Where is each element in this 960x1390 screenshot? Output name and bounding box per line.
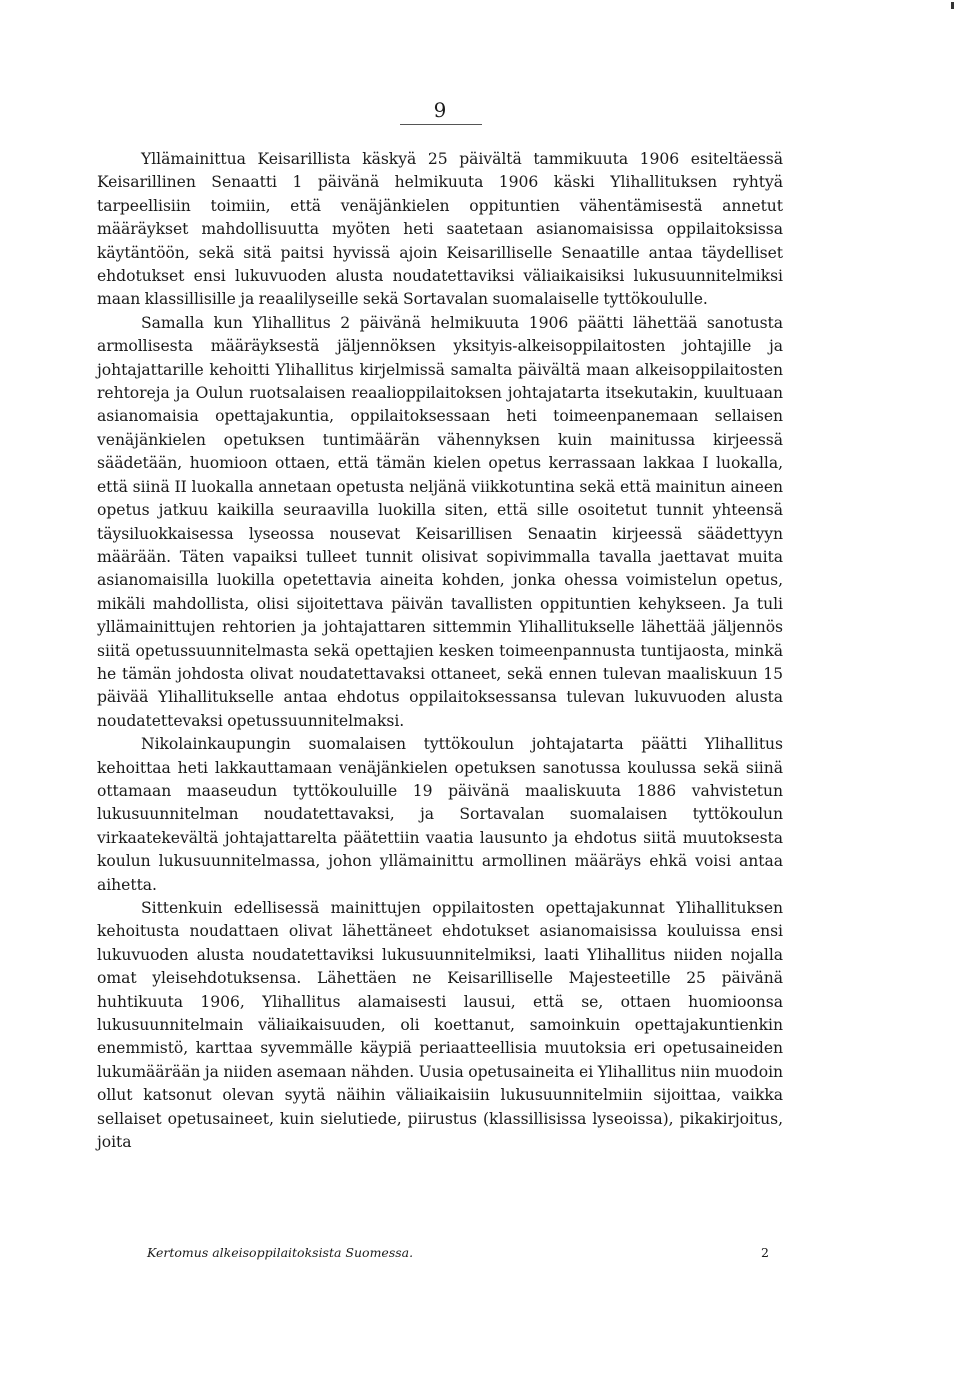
page-number-rule [400,124,482,125]
footer-sheet-number: 2 [761,1245,769,1260]
body-text [97,148,783,1154]
paragraph-2: Samalla kun Ylihallitus 2 päivänä helmikuuta 1906 päätti lähettää sanotusta armollisesta määräyksestä jäljennöksen yksityis-alkeisoppilaitosten johtajille ja johtajattarille kehoitti Ylihallitus kirjelmissä samalta päivältä maan alkeisoppilaitosten rehtoreja ja Oulun ruotsalaisen reaalioppilaitoksen johtajatarta itsekutakin, kuultuaan asianomaisia opettajakuntia, oppilaitoksessaan heti toimeenpanemaan sellaisen venäjänkielen opetuksen tuntimäärän vähennyksen kuin mainitussa kirjeessä säädetään, huomioon ottaen, että tämän kielen opetus kerrassaan lakkaa I luokalla, että siinä II luokalla annetaan opetusta neljänä viikkotuntina sekä että mainitun aineen opetus jatkuu kaikilla seuraavilla luokilla siten, että sille osoitetut tunnit yhteensä täysiluokkaisessa lyseossa nousevat Keisarillisen Senaatin kirjeessä säädettyyn määrään. Täten vapaiksi tulleet tunnit olisivat sopivimmalla tavalla jaettavat muita asianomaisilla luokilla opetettavia aineita kohden, jonka ohessa voimistelun opetus, mikäli mahdollista, olisi sijoitettava päivän tavallisten oppituntien kehykseen. Ja tuli yllämainittujen rehtorien ja johtajattaren sittemmin Ylihallitukselle lähettää jäljennös siitä opetussuunnitelmasta sekä opettajien kesken toimeenpannusta tuntijaosta, minkä he tämän johdosta olivat noudatettavaksi ottaneet, sekä ennen tulevan maaliskuun 15 päivää Ylihallitukselle antaa ehdotus oppilaitoksessansa tulevan lukuvuoden alusta noudatettevaksi opetussuunnitelmaksi. [97,313,783,730]
paragraph-3: Nikolainkaupungin suomalaisen tyttökoulun johtajatarta päätti Ylihallitus kehoittaa heti lakkauttamaan venäjänkielen opetuksen sanotussa koulussa sekä siinä ottamaan maaseudun tyttökouluille 19 päivänä maaliskuuta 1886 vahvistetun lukusuunnitelman noudatettavaksi, ja Sortavalan suomalaisen tyttökoulun virkaatekevältä johtajattarelta päätettiin vaatia lausunto ja ehdotus siitä muutoksesta koulun lukusuunnitelmassa, johon yllämainittu armollinen määräys ehkä voisi antaa aihetta. [97,735,783,894]
paragraph-4: Sittenkuin edellisessä mainittujen oppilaitosten opettajakunnat Ylihallituksen kehoitusta noudattaen olivat lähettäneet ehdotukset asianomaisissa kouluissa ensi lukuvuoden alusta noudatettaviksi lukusuunnitelmiksi, laati Ylihallitus niiden nojalla omat yleisehdotuksensa. Lähettäen ne Keisarilliselle Majesteetille 25 päivänä huhtikuuta 1906, Ylihallitus alamaisesti lausui, että se, ottaen huomioonsa lukusuunnitelmain väliaikaisuuden, oli koettanut, samoinkuin opettajakuntienkin enemmistö, karttaa syvemmälle käypiä periaatteellisia muutoksia eri opetusaineiden lukumäärään ja niiden asemaan nähden. Uusia opetusaineita ei Ylihallitus niin muodoin ollut katsonut olevan syytä näihin väliaikaisiin lukusuunnitelmiin sijoittaa, vaikka sellaiset opetusaineet, kuin sielutiede, piirustus (klassillisissa lyseoissa), pikakirjoitus, joita [97,899,783,1152]
paragraph-1: Yllämainittua Keisarillista käskyä 25 päivältä tammikuuta 1906 esiteltäessä Keisarillinen Senaatti 1 päivänä helmikuuta 1906 käski Ylihallituksen ryhtyä tarpeellisiin toimiin, että venäjänkielen oppituntien vähentämisestä annetut määräykset mahdollisuutta myöten heti saatetaan asianomaisissa oppilaitoksissa käytäntöön, sekä sitä paitsi hyvissä ajoin Keisarilliselle Senaatille antaa täydelliset ehdotukset ensi lukuvuoden alusta noudatettaviksi väliaikaisiksi lukusuunnitelmiksi maan klassillisille ja reaalilyseille sekä Sortavalan suomalaiselle tyttökoululle. [97,150,783,309]
scan-corner-mark [951,2,954,9]
page-number: 9 [433,98,447,122]
footer-book-title: Kertomus alkeisoppilaitoksista Suomessa. [147,1245,414,1260]
